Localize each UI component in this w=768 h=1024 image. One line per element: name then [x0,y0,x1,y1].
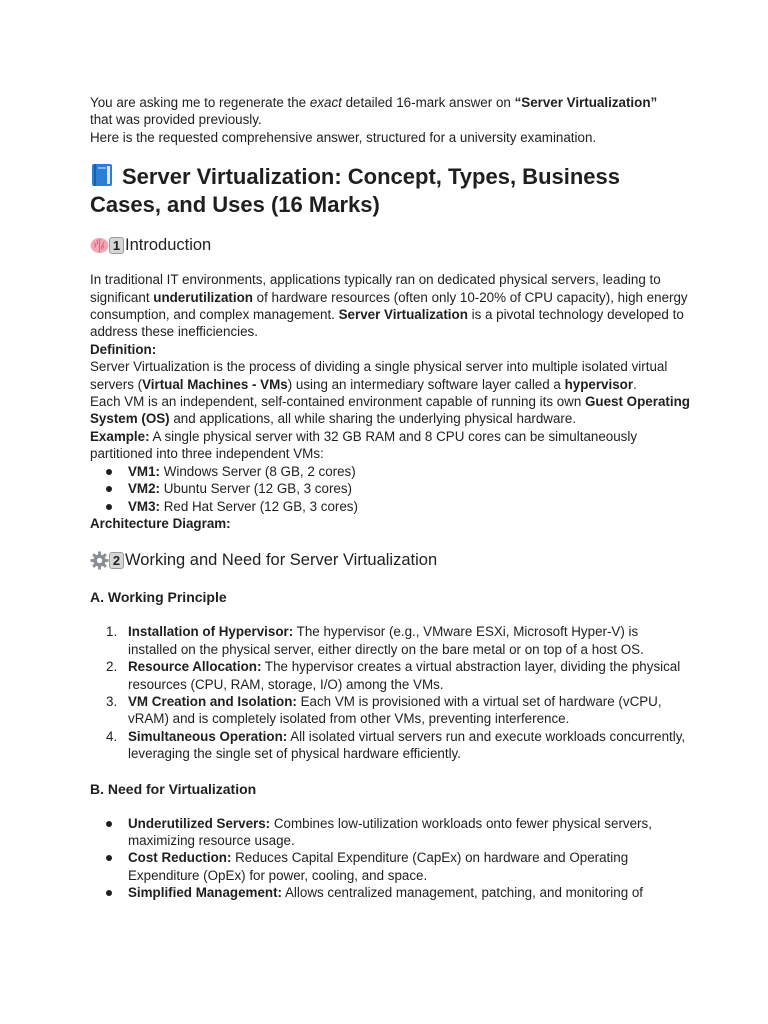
example-text: Example: A single physical server with 32 GB RAM and 8 CPU cores can be simultaneously partitioned into three independent VMs: [90,428,638,462]
list-item: Simplified Management: Allows centralized management, patching, and monitoring of [90,884,690,901]
list-item: VM3: Red Hat Server (12 GB, 3 cores) [90,498,690,515]
document-page [90,94,690,902]
keycap-1-icon: 1 [109,237,124,254]
need-heading: B. Need for Virtualization [90,780,257,797]
page-title: Server Virtualization: Concept, Types, Business Cases, and Uses (16 Marks) [90,164,620,218]
definition-label: Definition: [90,341,157,357]
vm-list [90,463,690,515]
architecture-label: Architecture Diagram: [90,515,231,531]
preamble [90,94,690,146]
list-item: 1. Installation of Hypervisor: The hypervisor (e.g., VMware ESXi, Microsoft Hyper-V) is installed on the physical server, either directly on the bare metal or on top of a host OS. [106,624,644,657]
blue-book-icon [90,163,114,187]
intro-paragraph: In traditional IT environments, applications typically ran on dedicated physical servers, leading to significant underutilization of hardware resources (often only 10-20% of CPU capacity), high energy consumption, and complex management. Server Virtualization is a pivotal technology developed to address these inefficiencies. [90,272,688,340]
brain-icon [90,237,109,254]
preamble-line-3: Here is the requested comprehensive answer, structured for a university examination. [90,129,597,145]
working-principle-heading: A. Working Principle [90,589,227,606]
working-list [90,623,690,762]
list-item: 3. VM Creation and Isolation: Each VM is provisioned with a virtual set of hardware (vCPU, vRAM) and is completely isolated from other VMs, preventing interference. [106,693,662,727]
list-item: 2. Resource Allocation: The hypervisor creates a virtual abstraction layer, dividing the physical resources (CPU, RAM, storage, I/O) among the VMs. [106,659,681,692]
list-item: VM2: Ubuntu Server (12 GB, 3 cores) [90,480,690,497]
need-list [90,815,690,902]
preamble-line-2: that was provided previously. [90,112,262,128]
list-item: Underutilized Servers: Combines low-utilization workloads onto fewer physical servers, maximizing resource usage. [90,815,690,850]
preamble-line-1: You are asking me to regenerate the exact detailed 16-mark answer on “Server Virtualization” [90,95,658,110]
list-item: Cost Reduction: Reduces Capital Expenditure (CapEx) on hardware and Operating Expenditure (OpEx) for power, cooling, and space. [90,849,690,884]
vm-description: Each VM is an independent, self-contained environment capable of running its own Guest Operating System (OS) and applications, all while sharing the underlying physical hardware. [90,394,690,427]
section-2-heading: 2 Working and Need for Server Virtualization [90,549,690,571]
list-item: VM1: Windows Server (8 GB, 2 cores) [90,463,690,480]
keycap-2-icon: 2 [109,552,124,569]
list-item: 4. Simultaneous Operation: All isolated virtual servers run and execute workloads concurrently, leveraging the single set of physical hardware efficiently. [106,728,686,762]
section-1-body [90,271,690,532]
section-1-heading: 1 Introduction [90,234,690,256]
gear-icon [90,551,109,570]
definition-text: Server Virtualization is the process of dividing a single physical server into multiple isolated virtual servers (Virtual Machines - VMs) using an intermediary software layer called a hypervisor. [90,359,668,392]
